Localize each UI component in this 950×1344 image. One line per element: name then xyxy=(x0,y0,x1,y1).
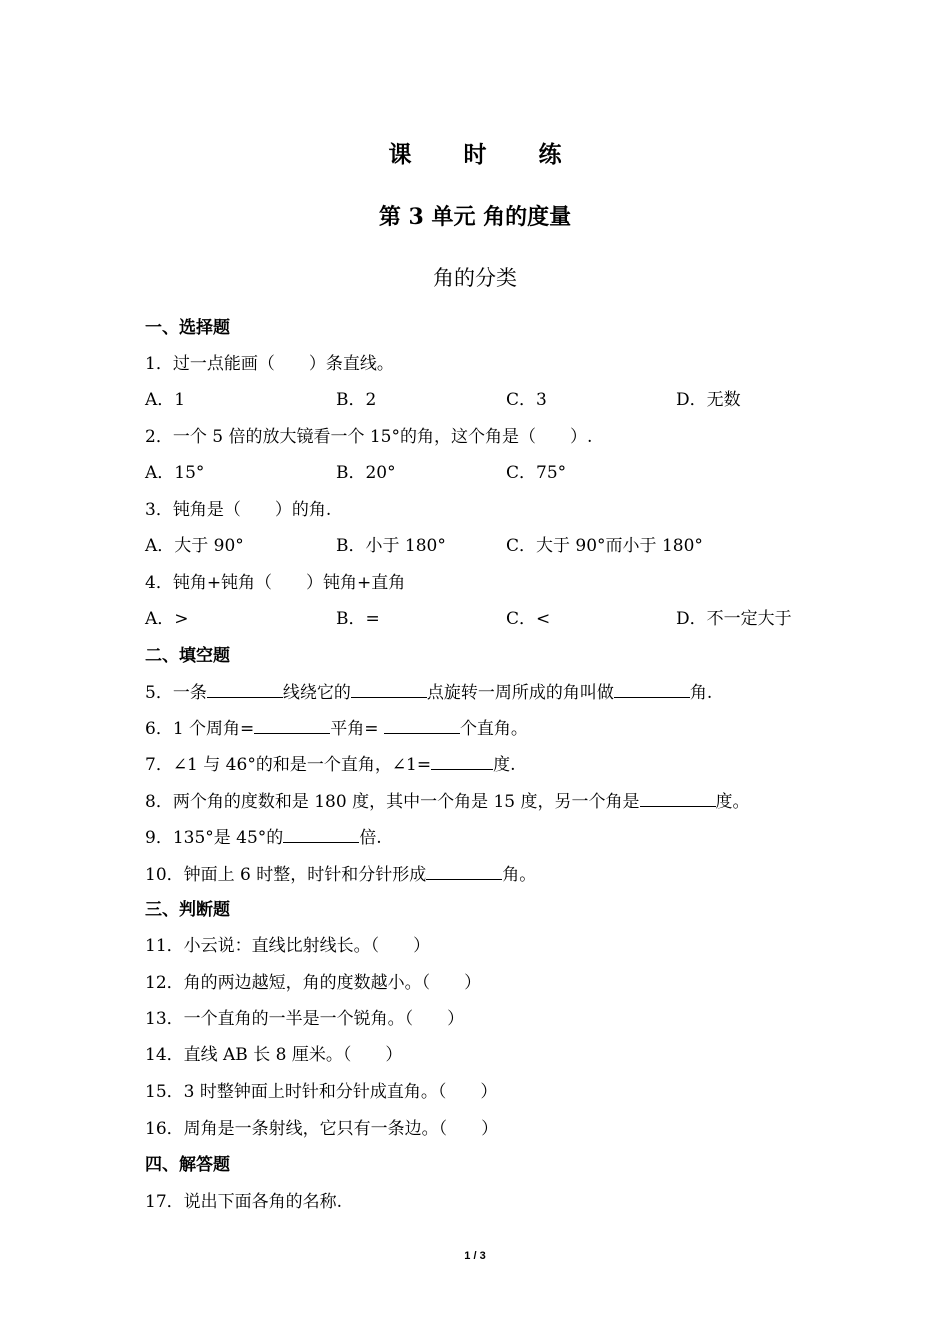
question-17: 17．说出下面各角的名称. xyxy=(145,1192,343,1212)
question-12: 12．角的两边越短，角的度数越小。（ ） xyxy=(145,973,482,993)
q2-option-a: A．15° xyxy=(145,463,205,483)
answer-blank[interactable] xyxy=(614,680,690,698)
q4-option-b: B．= xyxy=(336,609,380,629)
answer-blank[interactable] xyxy=(640,789,716,807)
question-13: 13．一个直角的一半是一个锐角。（ ） xyxy=(145,1009,465,1029)
q9-text-1: 9．135°是 45°的 xyxy=(145,828,284,848)
unit-title: 第 3 单元 角的度量 xyxy=(378,204,572,230)
question-4: 4．钝角+钝角（ ）钝角+直角 xyxy=(145,573,406,593)
q7-text-2: 度. xyxy=(493,755,516,775)
q6-text-1: 6．1 个周角= xyxy=(145,719,255,739)
q5-text-2: 线绕它的 xyxy=(282,683,351,703)
lesson-title: 角的分类 xyxy=(433,266,517,290)
q1-option-d: D．无数 xyxy=(676,390,741,410)
q6-text-2: 平角= xyxy=(330,719,384,739)
question-15: 15．3 时整钟面上时针和分针成直角。（ ） xyxy=(145,1082,498,1102)
q3-option-a: A．大于 90° xyxy=(145,536,244,556)
question-11: 11．小云说：直线比射线长。（ ） xyxy=(145,936,431,956)
q2-option-c: C．75° xyxy=(506,463,567,483)
q4-option-c: C．< xyxy=(506,609,551,629)
q4-option-d: D．不一定大于 xyxy=(676,609,792,629)
question-14: 14．直线 AB 长 8 厘米。（ ） xyxy=(145,1045,403,1065)
q7-text-1: 7．∠1 与 46°的和是一个直角，∠1= xyxy=(145,755,432,775)
question-3: 3．钝角是（ ）的角. xyxy=(145,500,332,520)
question-10 xyxy=(145,862,536,886)
page-number: 1 / 3 xyxy=(464,1250,486,1262)
answer-blank[interactable] xyxy=(384,716,460,734)
answer-blank[interactable] xyxy=(283,825,359,843)
q5-text-1: 5．一条 xyxy=(145,683,207,703)
question-16: 16．周角是一条射线，它只有一条边。（ ） xyxy=(145,1119,499,1139)
answer-blank[interactable] xyxy=(426,862,502,880)
question-1: 1．过一点能画（ ）条直线。 xyxy=(145,354,394,374)
question-9 xyxy=(145,825,382,849)
question-2: 2．一个 5 倍的放大镜看一个 15°的角，这个角是（ ）. xyxy=(145,427,593,447)
answer-blank[interactable] xyxy=(431,752,493,770)
question-7 xyxy=(145,752,516,776)
q8-text-1: 8．两个角的度数和是 180 度，其中一个角是 15 度，另一个角是 xyxy=(145,792,640,812)
q3-option-b: B．小于 180° xyxy=(336,536,446,556)
question-6 xyxy=(145,716,528,740)
q1-option-c: C．3 xyxy=(506,390,547,410)
section-heading-answer: 四、解答题 xyxy=(145,1155,230,1175)
answer-blank[interactable] xyxy=(254,716,330,734)
q4-option-a: A．> xyxy=(145,609,189,629)
q1-option-a: A．1 xyxy=(145,390,186,410)
question-8 xyxy=(145,789,750,813)
q9-text-2: 倍. xyxy=(359,828,382,848)
q6-text-3: 个直角。 xyxy=(459,719,528,739)
q10-text-1: 10．钟面上 6 时整，时针和分针形成 xyxy=(145,865,427,885)
q3-option-c: C．大于 90°而小于 180° xyxy=(506,536,703,556)
q5-text-3: 点旋转一周所成的角叫做 xyxy=(426,683,614,703)
q8-text-2: 度。 xyxy=(715,792,750,812)
section-heading-fill: 二、填空题 xyxy=(145,646,230,666)
q10-text-2: 角。 xyxy=(502,865,537,885)
question-5 xyxy=(145,680,712,704)
q2-option-b: B．20° xyxy=(336,463,396,483)
q5-text-4: 角. xyxy=(689,683,713,703)
q1-option-b: B．2 xyxy=(336,390,377,410)
answer-blank[interactable] xyxy=(351,680,427,698)
section-heading-judge: 三、判断题 xyxy=(145,900,230,920)
page-title: 课 时 练 xyxy=(388,141,584,168)
section-heading-choice: 一、选择题 xyxy=(145,318,230,338)
answer-blank[interactable] xyxy=(207,680,283,698)
